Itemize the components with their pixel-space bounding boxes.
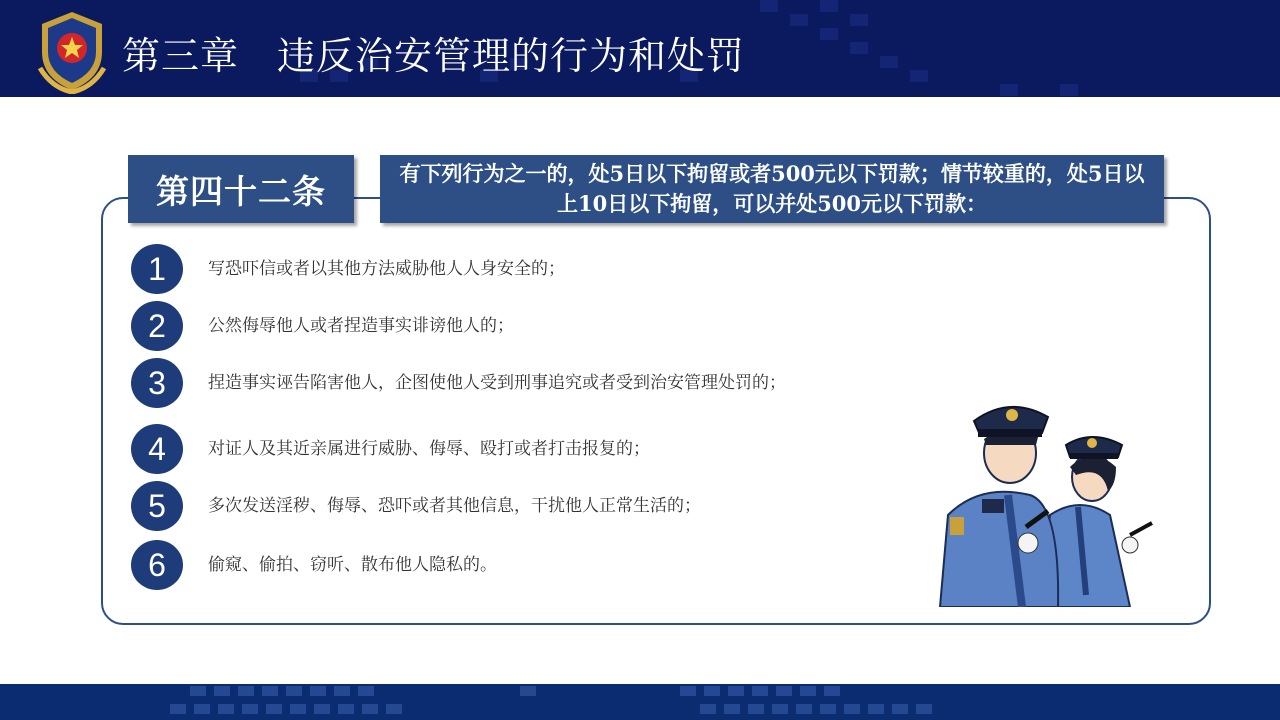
footer-pattern (0, 684, 1280, 720)
police-officers-illustration (930, 395, 1170, 607)
item-text: 公然侮辱他人或者捏造事实诽谤他人的； (208, 316, 514, 336)
item-text: 偷窥、偷拍、窃听、散布他人隐私的。 (208, 555, 497, 575)
header-bar (0, 0, 1280, 97)
police-emblem-icon (32, 8, 112, 94)
item-number: 1 (131, 244, 183, 294)
chapter-label: 第三章 (122, 34, 240, 78)
item-number: 2 (131, 301, 183, 351)
item-number: 3 (131, 358, 183, 408)
item-text: 对证人及其近亲属进行威胁、侮辱、殴打或者打击报复的； (208, 439, 650, 459)
item-number: 6 (131, 540, 183, 590)
item-text: 捏造事实诬告陷害他人，企图使他人受到刑事追究或者受到治安管理处罚的； (208, 373, 786, 393)
article-number-badge: 第四十二条 (128, 155, 354, 223)
item-number: 4 (131, 424, 183, 474)
item-text: 写恐吓信或者以其他方法威胁他人人身安全的； (208, 259, 565, 279)
article-summary: 有下列行为之一的，处5日以下拘留或者500元以下罚款；情节较重的，处5日以上10日以下拘留，可以并处500元以下罚款： (380, 155, 1164, 223)
page-title (122, 28, 745, 84)
footer-bar (0, 684, 1280, 720)
item-text: 多次发送淫秽、侮辱、恐吓或者其他信息，干扰他人正常生活的； (208, 496, 701, 516)
chapter-title: 违反治安管理的行为和处罚 (277, 34, 746, 78)
item-number: 5 (131, 481, 183, 531)
